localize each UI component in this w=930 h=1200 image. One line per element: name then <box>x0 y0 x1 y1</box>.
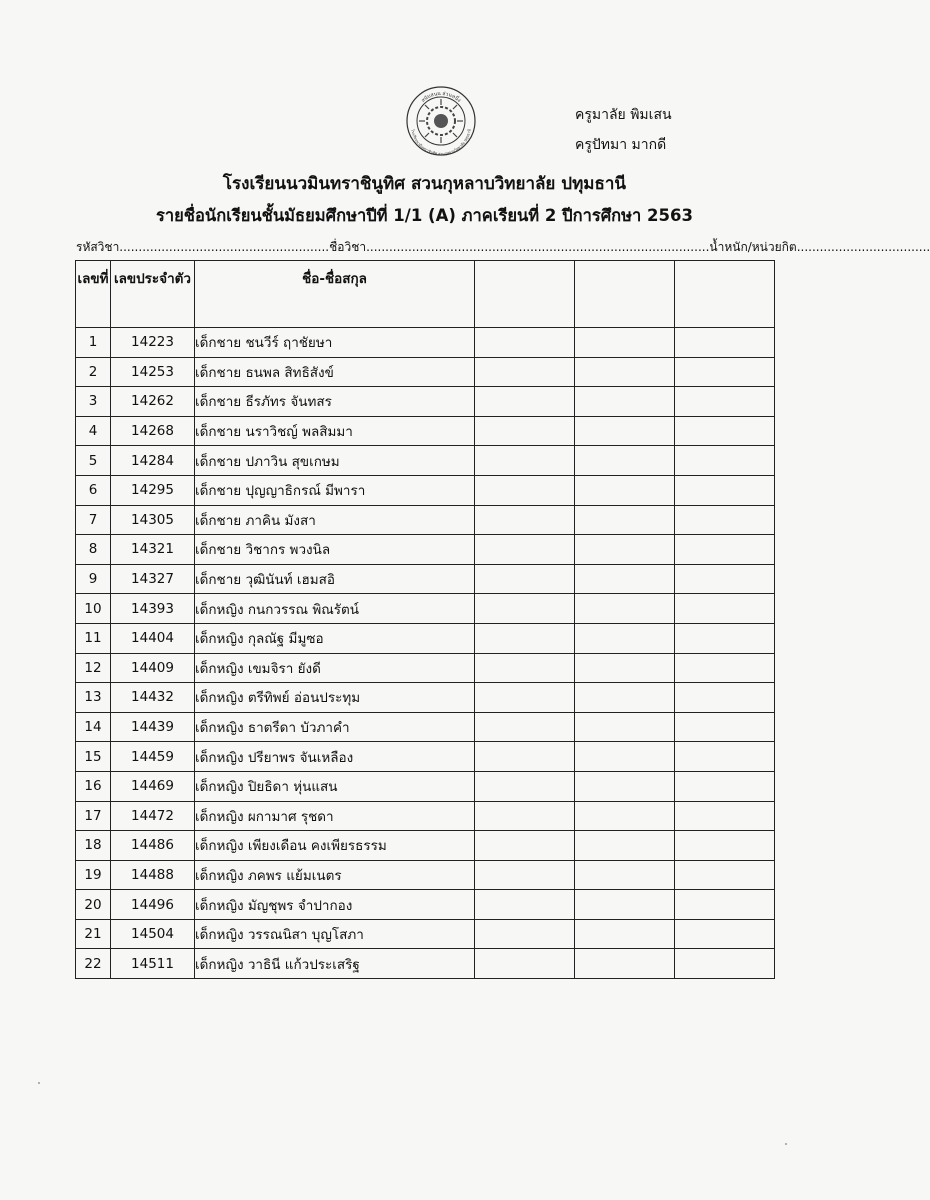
table-row <box>76 919 775 949</box>
teacher-name-1: ครูมาลัย พิมเสน <box>575 107 672 123</box>
cell-student-id: 14469 <box>111 771 195 801</box>
table-header-row <box>76 261 775 328</box>
teacher-name-2: ครูปัทมา มากดี <box>575 137 667 153</box>
cell-blank <box>575 416 675 446</box>
cell-student-name: เด็กหญิง ธาตรีดา บัวภาคำ <box>195 712 475 742</box>
cell-student-id: 14488 <box>111 860 195 890</box>
table-row <box>76 653 775 683</box>
cell-student-id: 14459 <box>111 742 195 772</box>
cell-number: 9 <box>76 564 111 594</box>
cell-student-id: 14404 <box>111 623 195 653</box>
subject-code-field: รหัสวิชา....................................................... <box>76 240 330 254</box>
cell-number: 14 <box>76 712 111 742</box>
cell-student-name: เด็กชาย นราวิชญ์ พลสิมมา <box>195 416 475 446</box>
cell-student-id: 14472 <box>111 801 195 831</box>
cell-student-id: 14253 <box>111 357 195 387</box>
table-row <box>76 564 775 594</box>
cell-blank <box>475 623 575 653</box>
cell-number: 12 <box>76 653 111 683</box>
cell-number: 4 <box>76 416 111 446</box>
table-row <box>76 860 775 890</box>
column-header-blank-1 <box>475 261 575 328</box>
cell-student-name: เด็กชาย วิชากร พวงนิล <box>195 535 475 565</box>
cell-student-id: 14432 <box>111 683 195 713</box>
cell-blank <box>675 742 775 772</box>
table-row <box>76 831 775 861</box>
cell-blank <box>675 505 775 535</box>
cell-student-name: เด็กชาย ปภาวิน สุขเกษม <box>195 446 475 476</box>
cell-blank <box>575 860 675 890</box>
table-row <box>76 771 775 801</box>
table-row <box>76 742 775 772</box>
cell-student-name: เด็กชาย วุฒินันท์ เฮมสอิ <box>195 564 475 594</box>
cell-blank <box>475 712 575 742</box>
cell-student-id: 14393 <box>111 594 195 624</box>
scan-speck <box>785 1143 787 1145</box>
cell-blank <box>475 535 575 565</box>
cell-blank <box>475 831 575 861</box>
cell-blank <box>675 623 775 653</box>
cell-number: 5 <box>76 446 111 476</box>
table-row <box>76 357 775 387</box>
cell-blank <box>475 387 575 417</box>
cell-number: 7 <box>76 505 111 535</box>
cell-number: 19 <box>76 860 111 890</box>
table-row <box>76 801 775 831</box>
cell-blank <box>675 683 775 713</box>
cell-blank <box>575 683 675 713</box>
cell-blank <box>475 890 575 920</box>
table-row <box>76 712 775 742</box>
cell-student-id: 14268 <box>111 416 195 446</box>
cell-number: 2 <box>76 357 111 387</box>
cell-number: 22 <box>76 949 111 979</box>
cell-number: 10 <box>76 594 111 624</box>
table-row <box>76 387 775 417</box>
cell-blank <box>675 653 775 683</box>
cell-blank <box>575 564 675 594</box>
cell-blank <box>475 860 575 890</box>
cell-student-id: 14262 <box>111 387 195 417</box>
credit-field: น้ำหนัก/หน่วยกิต................................... <box>709 240 930 254</box>
cell-student-id: 14439 <box>111 712 195 742</box>
cell-student-name: เด็กหญิง วาธินี แก้วประเสริฐ <box>195 949 475 979</box>
cell-student-name: เด็กหญิง ภคพร แย้มเนตร <box>195 860 475 890</box>
cell-number: 15 <box>76 742 111 772</box>
teacher-names <box>575 100 672 160</box>
cell-blank <box>475 505 575 535</box>
cell-blank <box>675 387 775 417</box>
cell-number: 1 <box>76 328 111 358</box>
table-row <box>76 890 775 920</box>
roster-body <box>76 328 775 979</box>
cell-blank <box>475 919 575 949</box>
cell-student-id: 14409 <box>111 653 195 683</box>
subject-name-field: ชื่อวิชา.......................................................................................... <box>329 240 710 254</box>
column-header-number: เลขที่ <box>76 261 111 328</box>
cell-blank <box>575 535 675 565</box>
cell-number: 11 <box>76 623 111 653</box>
table-row <box>76 446 775 476</box>
cell-blank <box>575 387 675 417</box>
cell-blank <box>675 564 775 594</box>
cell-student-name: เด็กหญิง ปรียาพร จันเหลือง <box>195 742 475 772</box>
cell-blank <box>575 801 675 831</box>
cell-student-name: เด็กชาย ธีรภัทร จันทสร <box>195 387 475 417</box>
cell-number: 6 <box>76 475 111 505</box>
cell-student-id: 14284 <box>111 446 195 476</box>
table-row <box>76 505 775 535</box>
cell-blank <box>475 771 575 801</box>
cell-blank <box>475 328 575 358</box>
cell-blank <box>675 416 775 446</box>
scan-speck <box>38 1082 40 1084</box>
cell-number: 3 <box>76 387 111 417</box>
cell-number: 16 <box>76 771 111 801</box>
cell-number: 17 <box>76 801 111 831</box>
cell-student-name: เด็กหญิง มัญชุพร จำปากอง <box>195 890 475 920</box>
cell-blank <box>675 890 775 920</box>
column-header-student-id: เลขประจำตัว <box>111 261 195 328</box>
cell-blank <box>575 623 675 653</box>
svg-text:สนับสนุน ส่วนหนึ่ง: สนับสนุน ส่วนหนึ่ง <box>420 90 462 104</box>
column-header-blank-3 <box>675 261 775 328</box>
column-header-blank-2 <box>575 261 675 328</box>
cell-student-name: เด็กชาย ธนพล สิทธิสังข์ <box>195 357 475 387</box>
cell-student-name: เด็กชาย ชนวีร์ ฤาชัยษา <box>195 328 475 358</box>
cell-blank <box>475 742 575 772</box>
cell-student-name: เด็กชาย ภาคิน มังสา <box>195 505 475 535</box>
table-row <box>76 328 775 358</box>
cell-blank <box>575 594 675 624</box>
cell-blank <box>475 594 575 624</box>
cell-blank <box>575 890 675 920</box>
cell-student-id: 14327 <box>111 564 195 594</box>
cell-student-name: เด็กชาย ปุญญาธิกรณ์ มีพารา <box>195 475 475 505</box>
cell-blank <box>675 949 775 979</box>
cell-blank <box>575 653 675 683</box>
cell-number: 13 <box>76 683 111 713</box>
cell-blank <box>575 949 675 979</box>
cell-blank <box>575 475 675 505</box>
cell-blank <box>575 328 675 358</box>
cell-student-id: 14321 <box>111 535 195 565</box>
cell-blank <box>475 446 575 476</box>
cell-student-id: 14295 <box>111 475 195 505</box>
cell-blank <box>675 328 775 358</box>
cell-blank <box>575 919 675 949</box>
subject-info-line <box>76 238 930 257</box>
cell-student-id: 14511 <box>111 949 195 979</box>
cell-student-name: เด็กหญิง เพียงเดือน คงเพียรธรรม <box>195 831 475 861</box>
cell-blank <box>675 594 775 624</box>
table-row <box>76 623 775 653</box>
cell-blank <box>575 446 675 476</box>
cell-blank <box>575 712 675 742</box>
cell-student-name: เด็กหญิง เขมจิรา ยังดี <box>195 653 475 683</box>
cell-blank <box>675 919 775 949</box>
cell-student-name: เด็กหญิง ปิยธิดา หุ่นแสน <box>195 771 475 801</box>
cell-blank <box>675 801 775 831</box>
cell-student-id: 14486 <box>111 831 195 861</box>
cell-blank <box>575 771 675 801</box>
cell-blank <box>475 949 575 979</box>
cell-blank <box>675 771 775 801</box>
cell-blank <box>475 564 575 594</box>
cell-blank <box>675 712 775 742</box>
cell-blank <box>475 475 575 505</box>
school-seal-logo <box>405 85 477 157</box>
table-row <box>76 949 775 979</box>
cell-number: 18 <box>76 831 111 861</box>
column-header-name: ชื่อ-ชื่อสกุล <box>195 261 475 328</box>
cell-number: 20 <box>76 890 111 920</box>
cell-student-name: เด็กหญิง กนกวรรณ พิณรัตน์ <box>195 594 475 624</box>
cell-student-id: 14305 <box>111 505 195 535</box>
cell-student-name: เด็กหญิง วรรณนิสา บุญโสภา <box>195 919 475 949</box>
cell-blank <box>475 683 575 713</box>
cell-blank <box>675 831 775 861</box>
cell-blank <box>575 742 675 772</box>
svg-text:โรงเรียนนวมินทราชินูทิศ สวนกุห: โรงเรียนนวมินทราชินูทิศ สวนกุหลาบวิทยาลัย ปทุมธานี <box>410 128 472 157</box>
cell-blank <box>475 653 575 683</box>
cell-blank <box>675 860 775 890</box>
cell-blank <box>675 357 775 387</box>
cell-student-id: 14496 <box>111 890 195 920</box>
cell-student-name: เด็กหญิง ตรีทิพย์ อ่อนประทุม <box>195 683 475 713</box>
cell-blank <box>575 831 675 861</box>
cell-blank <box>475 357 575 387</box>
cell-blank <box>475 801 575 831</box>
cell-student-id: 14504 <box>111 919 195 949</box>
cell-student-name: เด็กหญิง กุลณัฐ มีมูซอ <box>195 623 475 653</box>
table-row <box>76 683 775 713</box>
cell-blank <box>675 475 775 505</box>
school-title: โรงเรียนนวมินทราชินูทิศ สวนกุหลาบวิทยาลัย ปทุมธานี <box>222 174 627 194</box>
cell-number: 21 <box>76 919 111 949</box>
cell-blank <box>575 505 675 535</box>
student-roster-table <box>75 260 775 979</box>
table-row <box>76 535 775 565</box>
cell-blank <box>675 535 775 565</box>
cell-blank <box>575 357 675 387</box>
table-row <box>76 475 775 505</box>
class-info-title: รายชื่อนักเรียนชั้นมัธยมศึกษาปีที่ 1/1 (A) ภาคเรียนที่ 2 ปีการศึกษา 2563 <box>156 206 693 225</box>
cell-number: 8 <box>76 535 111 565</box>
table-row <box>76 416 775 446</box>
cell-student-id: 14223 <box>111 328 195 358</box>
cell-student-name: เด็กหญิง ผกามาศ รุชดา <box>195 801 475 831</box>
cell-blank <box>475 416 575 446</box>
table-row <box>76 594 775 624</box>
cell-blank <box>675 446 775 476</box>
